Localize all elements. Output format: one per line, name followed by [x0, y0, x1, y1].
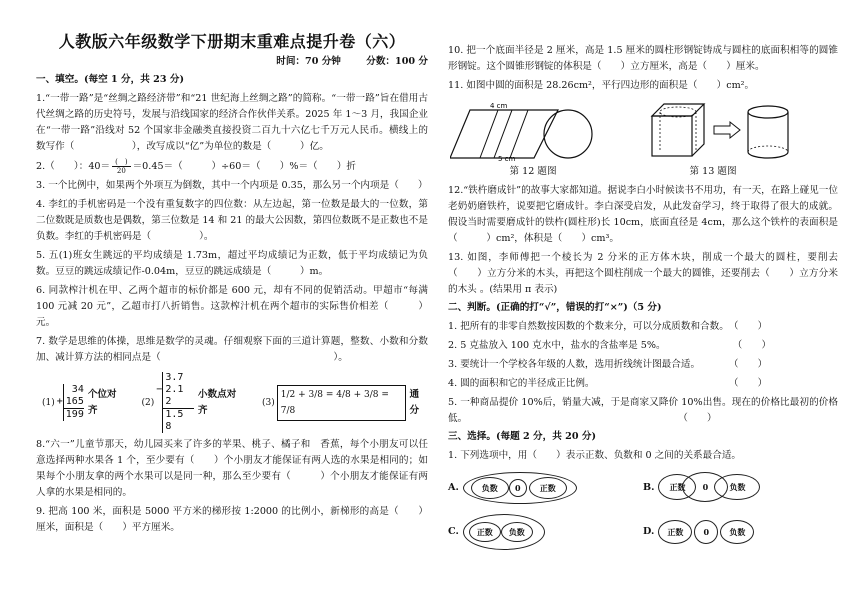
figure-12-bottom-label: 5 cm: [498, 155, 516, 162]
section-choice: 三、选择。(每题 2 分，共 20 分): [448, 431, 596, 442]
page-title: 人教版六年级数学下册期末重难点提升卷（六）: [58, 32, 406, 51]
figure-captions: [448, 164, 838, 180]
calc-examples: [42, 372, 428, 433]
question-2-part-a: 2.（ ）：40＝: [36, 161, 111, 172]
positive-ellipse: 正数: [529, 477, 567, 499]
left-column: [36, 0, 428, 536]
choice-1: 1. 下列选项中，用（ ）表示正数、负数和 0 之间的关系最合适。: [448, 450, 742, 461]
calc-fraction: (3) 1/2 + 3/8 = 4/8 + 3/8 = 7/8 通分: [262, 385, 428, 421]
question-6: 6. 同款榨汁机在甲、乙两个超市的标价都是 600 元，却有不同的促销活动。甲超市“每满 100 元减 20 元”，乙超市打八折销售。这款榨汁机在两个超市的实际售价相差（ ）元。: [36, 285, 428, 328]
question-2: [36, 158, 428, 175]
figure-12-top-label: 4 cm: [490, 102, 508, 110]
option-d-label: D.: [643, 526, 655, 537]
question-9: 9. 把高 100 米，面积是 5000 平方米的梯形按 1:2000 的比例小，新梯形的高是（ ）厘米，面积是（ ）平方厘米。: [36, 506, 428, 533]
fraction-numerator: ( ): [112, 158, 130, 167]
caption-figure-12: 第 12 题图: [509, 166, 557, 177]
exam-score: 分数：100 分: [366, 56, 428, 67]
option-b-diagram: [658, 470, 778, 506]
positive-ellipse: 正数: [658, 520, 692, 544]
fraction-denominator: 20: [116, 167, 126, 175]
question-10: 10. 把一个底面半径是 2 厘米，高是 1.5 厘米的圆柱形钢锭铸成与圆柱的底面积相等的圆锥形钢锭。这个圆锥形钢锭的体积是（ ）立方厘米，高是（ ）厘米。: [448, 45, 838, 72]
negative-ellipse: 负数: [501, 522, 533, 542]
calc-integer: (1) 34 + 165 199 个位对齐: [42, 384, 124, 421]
cube-cylinder-figure: [648, 100, 798, 162]
judgment-2: 2. 5 克盐放入 100 克水中，盐水的含盐率是 5%。 （ ）: [448, 340, 772, 351]
option-c-label: C.: [448, 526, 459, 537]
vertical-subtraction: 3.7 − 2.1 2 1.5 8: [156, 372, 194, 433]
zero-ellipse: 0: [682, 472, 728, 502]
question-4: 4. 李红的手机密码是一个没有重复数字的四位数：从左边起，第一位数是最大的一位数，第二位数既是质数也是偶数，第三位数是 14 和 21 的最大公因数，第四位数既不是正数也不是负数。李红的手机密码是（ ）。: [36, 199, 428, 242]
section-judgment: 二、判断。(正确的打“√”，错误的打“×”)（5 分): [448, 302, 662, 313]
question-12: 12.“铁杵磨成针”的故事大家都知道。据说李白小时候读书不用功，有一天，在路上碰见一位老奶奶磨铁杵，说要把它磨成针。李白深受启发，从此发奋学习，终于取得了很大的成就。假设当时需要磨成针的铁杵(圆柱形)长 10cm，底面直径是 4cm，那么这个铁杵的表面积是（ ）cm²，体积是（ ）cm³。: [448, 185, 838, 244]
option-b[interactable]: [643, 470, 838, 506]
caption-figure-13: 第 13 题图: [689, 166, 737, 177]
calc-integer-label: 个位对齐: [87, 388, 117, 416]
question-5: 5. 五(1)班女生跳远的平均成绩是 1.73m，超过平均成绩记为正数，低于平均成绩记为负数。豆豆的跳远成绩记作-0.04m，豆豆的跳远成绩是（ ）m。: [36, 250, 428, 277]
option-a-diagram: [463, 470, 583, 506]
judgment-4: 4. 圆的面积和它的半径成正比例。 （ ）: [448, 378, 768, 389]
exam-time: 时间：70 分钟: [276, 56, 341, 67]
option-d-diagram: [658, 514, 778, 550]
zero-circle: 0: [694, 520, 718, 544]
zero-circle: 0: [509, 479, 527, 497]
question-8: 8.“六一”儿童节那天，幼儿园买来了许多的苹果、桃子、橘子和 香蕉，每个小朋友可以任意选择两种水果各 1 个，至少要有（ ）个小朋友才能保证有两人选的水果是相同的；如果每个小朋友拿的两个水果可以是同一种，那么至少要有（ ）个小朋友才能保证有两人拿的水果是相同的。: [36, 439, 428, 498]
judgment-5: 5. 一种商品提价 10%后，销量大减，于是商家又降价 10%出售。现在的价格比最初的价格低。 （ ）: [448, 397, 838, 424]
question-7: 7. 数学是思维的体操，思维是数学的灵魂。仔细观察下面的三道计算题，整数、小数和分数加、减计算方法的相同点是（ ）。: [36, 336, 428, 363]
question-11: 11. 如图中圆的面积是 28.26cm²，平行四边形的面积是（ ）cm²。: [448, 80, 755, 91]
positive-ellipse: 正数: [658, 474, 696, 500]
fraction-expression: 1/2 + 3/8 = 4/8 + 3/8 = 7/8: [277, 385, 406, 421]
option-b-label: B.: [643, 482, 655, 493]
exam-meta: [36, 54, 428, 70]
question-13: 13. 如图，李师傅把一个棱长为 2 分米的正方体木块，削成一个最大的圆柱，要削去（ ）立方分米的木头，再把这个圆柱削成一个最大的圆锥，还要削去（ ）立方分米的木头 。(结果用 π 表示): [448, 252, 838, 295]
parallelogram-circle-figure: [450, 100, 620, 162]
option-a[interactable]: [448, 470, 643, 506]
judgment-3: 3. 要统计一个学校各年级的人数，选用折线统计图最合适。 （ ）: [448, 359, 768, 370]
choice-1-options: [448, 470, 838, 550]
section-fill-blank: 一、填空。(每空 1 分，共 23 分): [36, 74, 184, 85]
question-2-part-b: ＝0.45＝（ ）÷60＝（ ）%＝（ ）折: [132, 161, 357, 172]
positive-ellipse: 正数: [469, 522, 501, 542]
question-2-fraction: [112, 158, 130, 175]
negative-ellipse: 负数: [714, 474, 760, 500]
question-3: 3. 一个比例中，如果两个外项互为倒数，其中一个内项是 0.35，那么另一个内项是（ ）: [36, 180, 428, 191]
option-d[interactable]: [643, 514, 838, 550]
question-1: 1.“一带一路”是“丝绸之路经济带”和“21 世纪海上丝绸之路”的简称。“一带一路”旨在借用古代丝绸之路的历史符号，发展与沿线国家的经济合作伙伴关系。2025 年 1～3 月，我国企业在“一带一路”沿线对 52 个国家非金融类直接投资二百九十六亿七千万元人民币。横线上的数写作（ ），改写成以“亿”为单位的数是（ ）亿。: [36, 93, 428, 152]
option-c[interactable]: [448, 514, 643, 550]
calc-fraction-label: 通分: [409, 388, 420, 416]
right-column: [448, 40, 838, 550]
calc-decimal: (2) 3.7 − 2.1 2 1.5 8 小数点对齐: [142, 372, 244, 433]
judgment-1: 1. 把所有的非零自然数按因数的个数来分，可以分成质数和合数。 （ ）: [448, 321, 768, 332]
vertical-addition: 34 + 165 199: [56, 384, 84, 420]
option-a-label: A.: [448, 482, 459, 493]
calc-decimal-label: 小数点对齐: [197, 388, 237, 416]
negative-ellipse: 负数: [720, 520, 754, 544]
negative-ellipse: 负数: [471, 477, 509, 499]
figures-row: [450, 100, 838, 162]
option-c-diagram: [463, 514, 583, 550]
